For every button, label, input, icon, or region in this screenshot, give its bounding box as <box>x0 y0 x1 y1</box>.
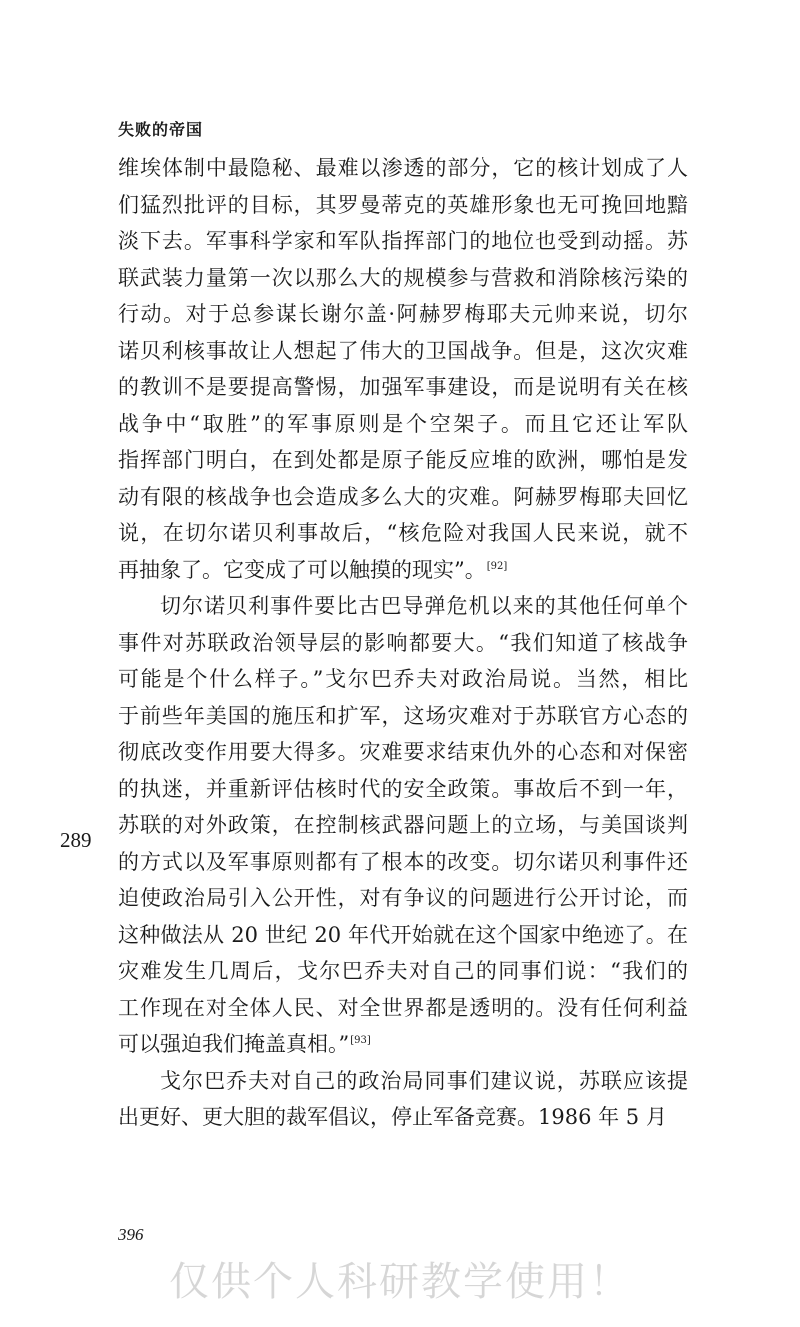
text-line-content: 可以强迫我们掩盖真相。” <box>118 1032 350 1056</box>
text-line: 维埃体制中最隐秘、最难以渗透的部分，它的核计划成了人 <box>118 156 688 180</box>
text-line: 的执迷，并重新评估核时代的安全政策。事故后不到一年， <box>118 776 688 801</box>
paragraph <box>118 588 688 1063</box>
text-line: 迫使政治局引入公开性，对有争议的问题进行公开讨论，而 <box>118 886 688 910</box>
watermark: 仅供个人科研教学使用！ <box>169 1259 631 1305</box>
text-line-content: 再抽象了。它变成了可以触摸的现实”。 <box>118 557 486 582</box>
text-line: 的方式以及军事原则都有了根本的改变。切尔诺贝利事件还 <box>118 849 688 874</box>
text-line: 指挥部门明白，在到处都是原子能反应堆的欧洲，哪怕是发 <box>118 448 688 472</box>
footnote-ref[interactable]: [92] <box>486 560 508 572</box>
text-line: 行动。对于总参谋长谢尔盖·阿赫罗梅耶夫元帅来说，切尔 <box>118 302 688 326</box>
text-line: 的教训不是要提高警惕，加强军事建设，而是说明有关在核 <box>118 375 688 399</box>
text-line: 说，在切尔诺贝利事故后，“核危险对我国人民来说，就不 <box>118 521 688 545</box>
text-line: 苏联的对外政策，在控制核武器问题上的立场，与美国谈判 <box>118 813 688 837</box>
text-line: 戈尔巴乔夫对自己的政治局同事们建议说，苏联应该提 <box>160 1068 688 1093</box>
text-line <box>118 1026 688 1063</box>
text-line: 淡下去。军事科学家和军队指挥部门的地位也受到动摇。苏 <box>118 229 688 253</box>
text-line: 于前些年美国的施压和扩军，这场灾难对于苏联官方心态的 <box>118 703 688 728</box>
running-header: 失败的帝国 <box>118 120 204 139</box>
text-line <box>118 552 688 589</box>
text-line: 灾难发生几周后，戈尔巴乔夫对自己的同事们说：“我们的 <box>118 959 688 983</box>
text-line: 这种做法从 20 世纪 20 年代开始就在这个国家中绝迹了。在 <box>118 922 688 947</box>
text-line: 可能是个什么样子。”戈尔巴乔夫对政治局说。当然，相比 <box>118 667 688 691</box>
paragraph <box>118 1063 688 1136</box>
text-line: 联武装力量第一次以那么大的规模参与营救和消除核污染的 <box>118 265 688 290</box>
text-line: 动有限的核战争也会造成多么大的灾难。阿赫罗梅耶夫回忆 <box>118 484 688 509</box>
text-line: 诺贝利核事故让人想起了伟大的卫国战争。但是，这次灾难 <box>118 338 688 363</box>
paragraph <box>118 150 688 588</box>
text-line: 切尔诺贝利事件要比古巴导弹危机以来的其他任何单个 <box>160 594 688 618</box>
footnote-ref[interactable]: [93] <box>350 1035 371 1046</box>
page-number: 396 <box>118 1225 144 1244</box>
text-line: 工作现在对全体人民、对全世界都是透明的。没有任何利益 <box>118 995 688 1020</box>
text-line: 战争中“取胜”的军事原则是个空架子。而且它还让军队 <box>118 411 688 436</box>
text-line: 彻底改变作用要大得多。灾难要求结束仇外的心态和对保密 <box>118 740 688 764</box>
text-line: 出更好、更大胆的裁军倡议，停止军备竞赛。1986 年 5 月 <box>118 1105 667 1129</box>
original-page-ref: 289 <box>60 828 92 852</box>
text-line: 们猛烈批评的目标，其罗曼蒂克的英雄形象也无可挽回地黯 <box>118 192 688 217</box>
body-text <box>118 150 688 1136</box>
text-line: 事件对苏联政治领导层的影响都要大。“我们知道了核战争 <box>118 630 688 655</box>
